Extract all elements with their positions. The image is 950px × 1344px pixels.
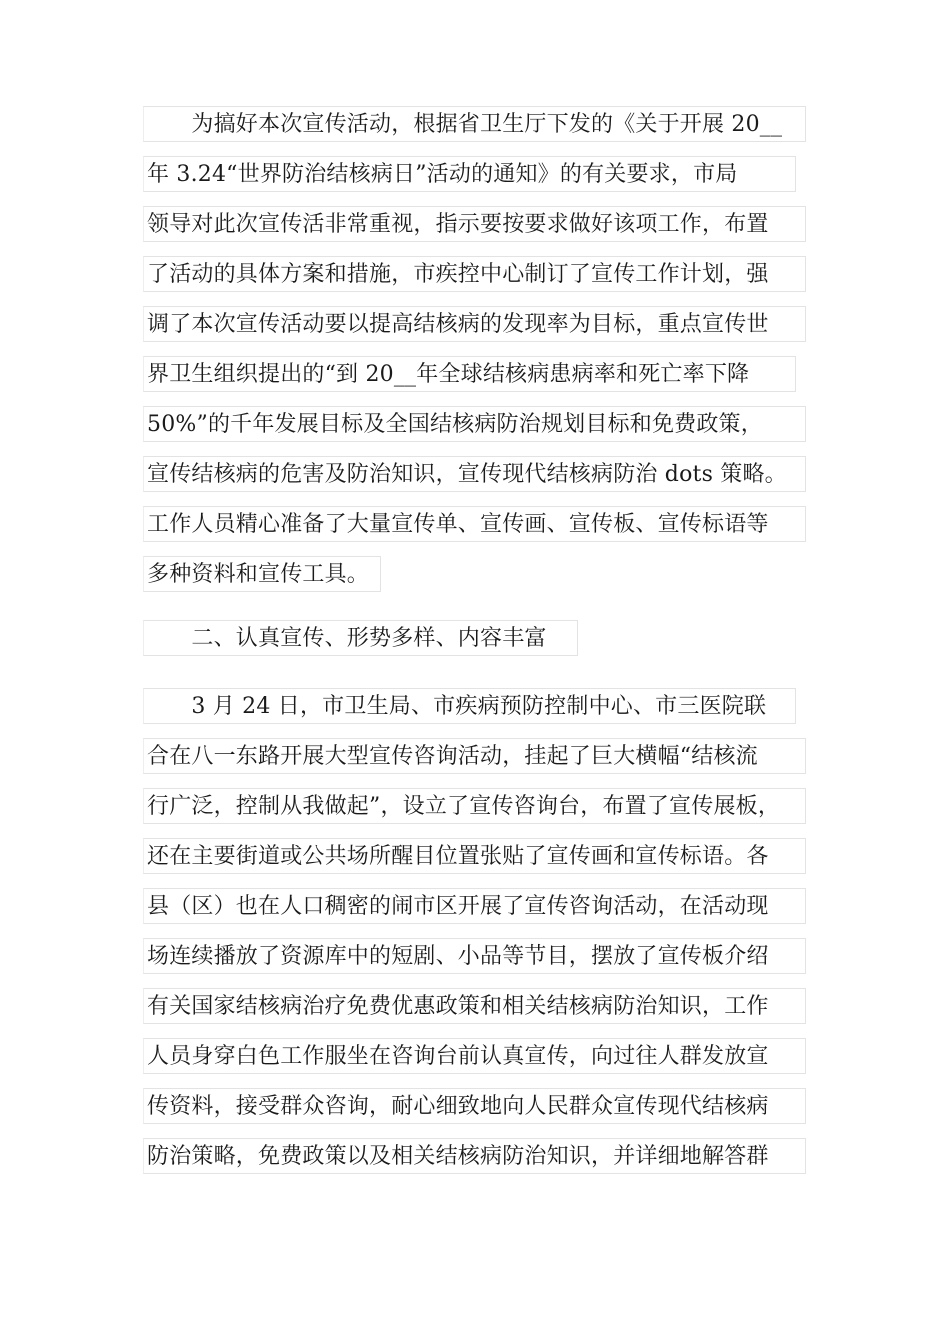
text-line: 工作人员精心准备了大量宣传单、宣传画、宣传板、宣传标语等 [143,506,806,542]
heading-line: 二、认真宣传、形势多样、内容丰富 [143,620,578,656]
text-line: 宣传结核病的危害及防治知识，宣传现代结核病防治 dots 策略。 [143,456,806,492]
text-line: 有关国家结核病治疗免费优惠政策和相关结核病防治知识，工作 [143,988,806,1024]
text-line: 还在主要街道或公共场所醒目位置张贴了宣传画和宣传标语。各 [143,838,806,874]
text-line: 人员身穿白色工作服坐在咨询台前认真宣传，向过往人群发放宣 [143,1038,806,1074]
text-line: 为搞好本次宣传活动，根据省卫生厅下发的《关于开展 20__ [143,106,806,142]
text-line: 防治策略，免费政策以及相关结核病防治知识，并详细地解答群 [143,1138,806,1174]
text-line: 3 月 24 日，市卫生局、市疾病预防控制中心、市三医院联 [143,688,796,724]
text-line: 场连续播放了资源库中的短剧、小品等节目，摆放了宣传板介绍 [143,938,806,974]
text-line: 调了本次宣传活动要以提高结核病的发现率为目标，重点宣传世 [143,306,806,342]
text-line: 年 3.24“世界防治结核病日”活动的通知》的有关要求，市局 [143,156,796,192]
text-line: 传资料，接受群众咨询，耐心细致地向人民群众宣传现代结核病 [143,1088,806,1124]
text-line: 合在八一东路开展大型宣传咨询活动，挂起了巨大横幅“结核流 [143,738,806,774]
text-line: 行广泛，控制从我做起”，设立了宣传咨询台，布置了宣传展板， [143,788,806,824]
text-line: 了活动的具体方案和措施，市疾控中心制订了宣传工作计划，强 [143,256,806,292]
text-line: 多种资料和宣传工具。 [143,556,381,592]
text-line: 县（区）也在人口稠密的闹市区开展了宣传咨询活动，在活动现 [143,888,806,924]
text-line: 界卫生组织提出的“到 20__年全球结核病患病率和死亡率下降 [143,356,796,392]
text-line: 50%”的千年发展目标及全国结核病防治规划目标和免费政策， [143,406,806,442]
text-line: 领导对此次宣传活非常重视，指示要按要求做好该项工作，布置 [143,206,806,242]
